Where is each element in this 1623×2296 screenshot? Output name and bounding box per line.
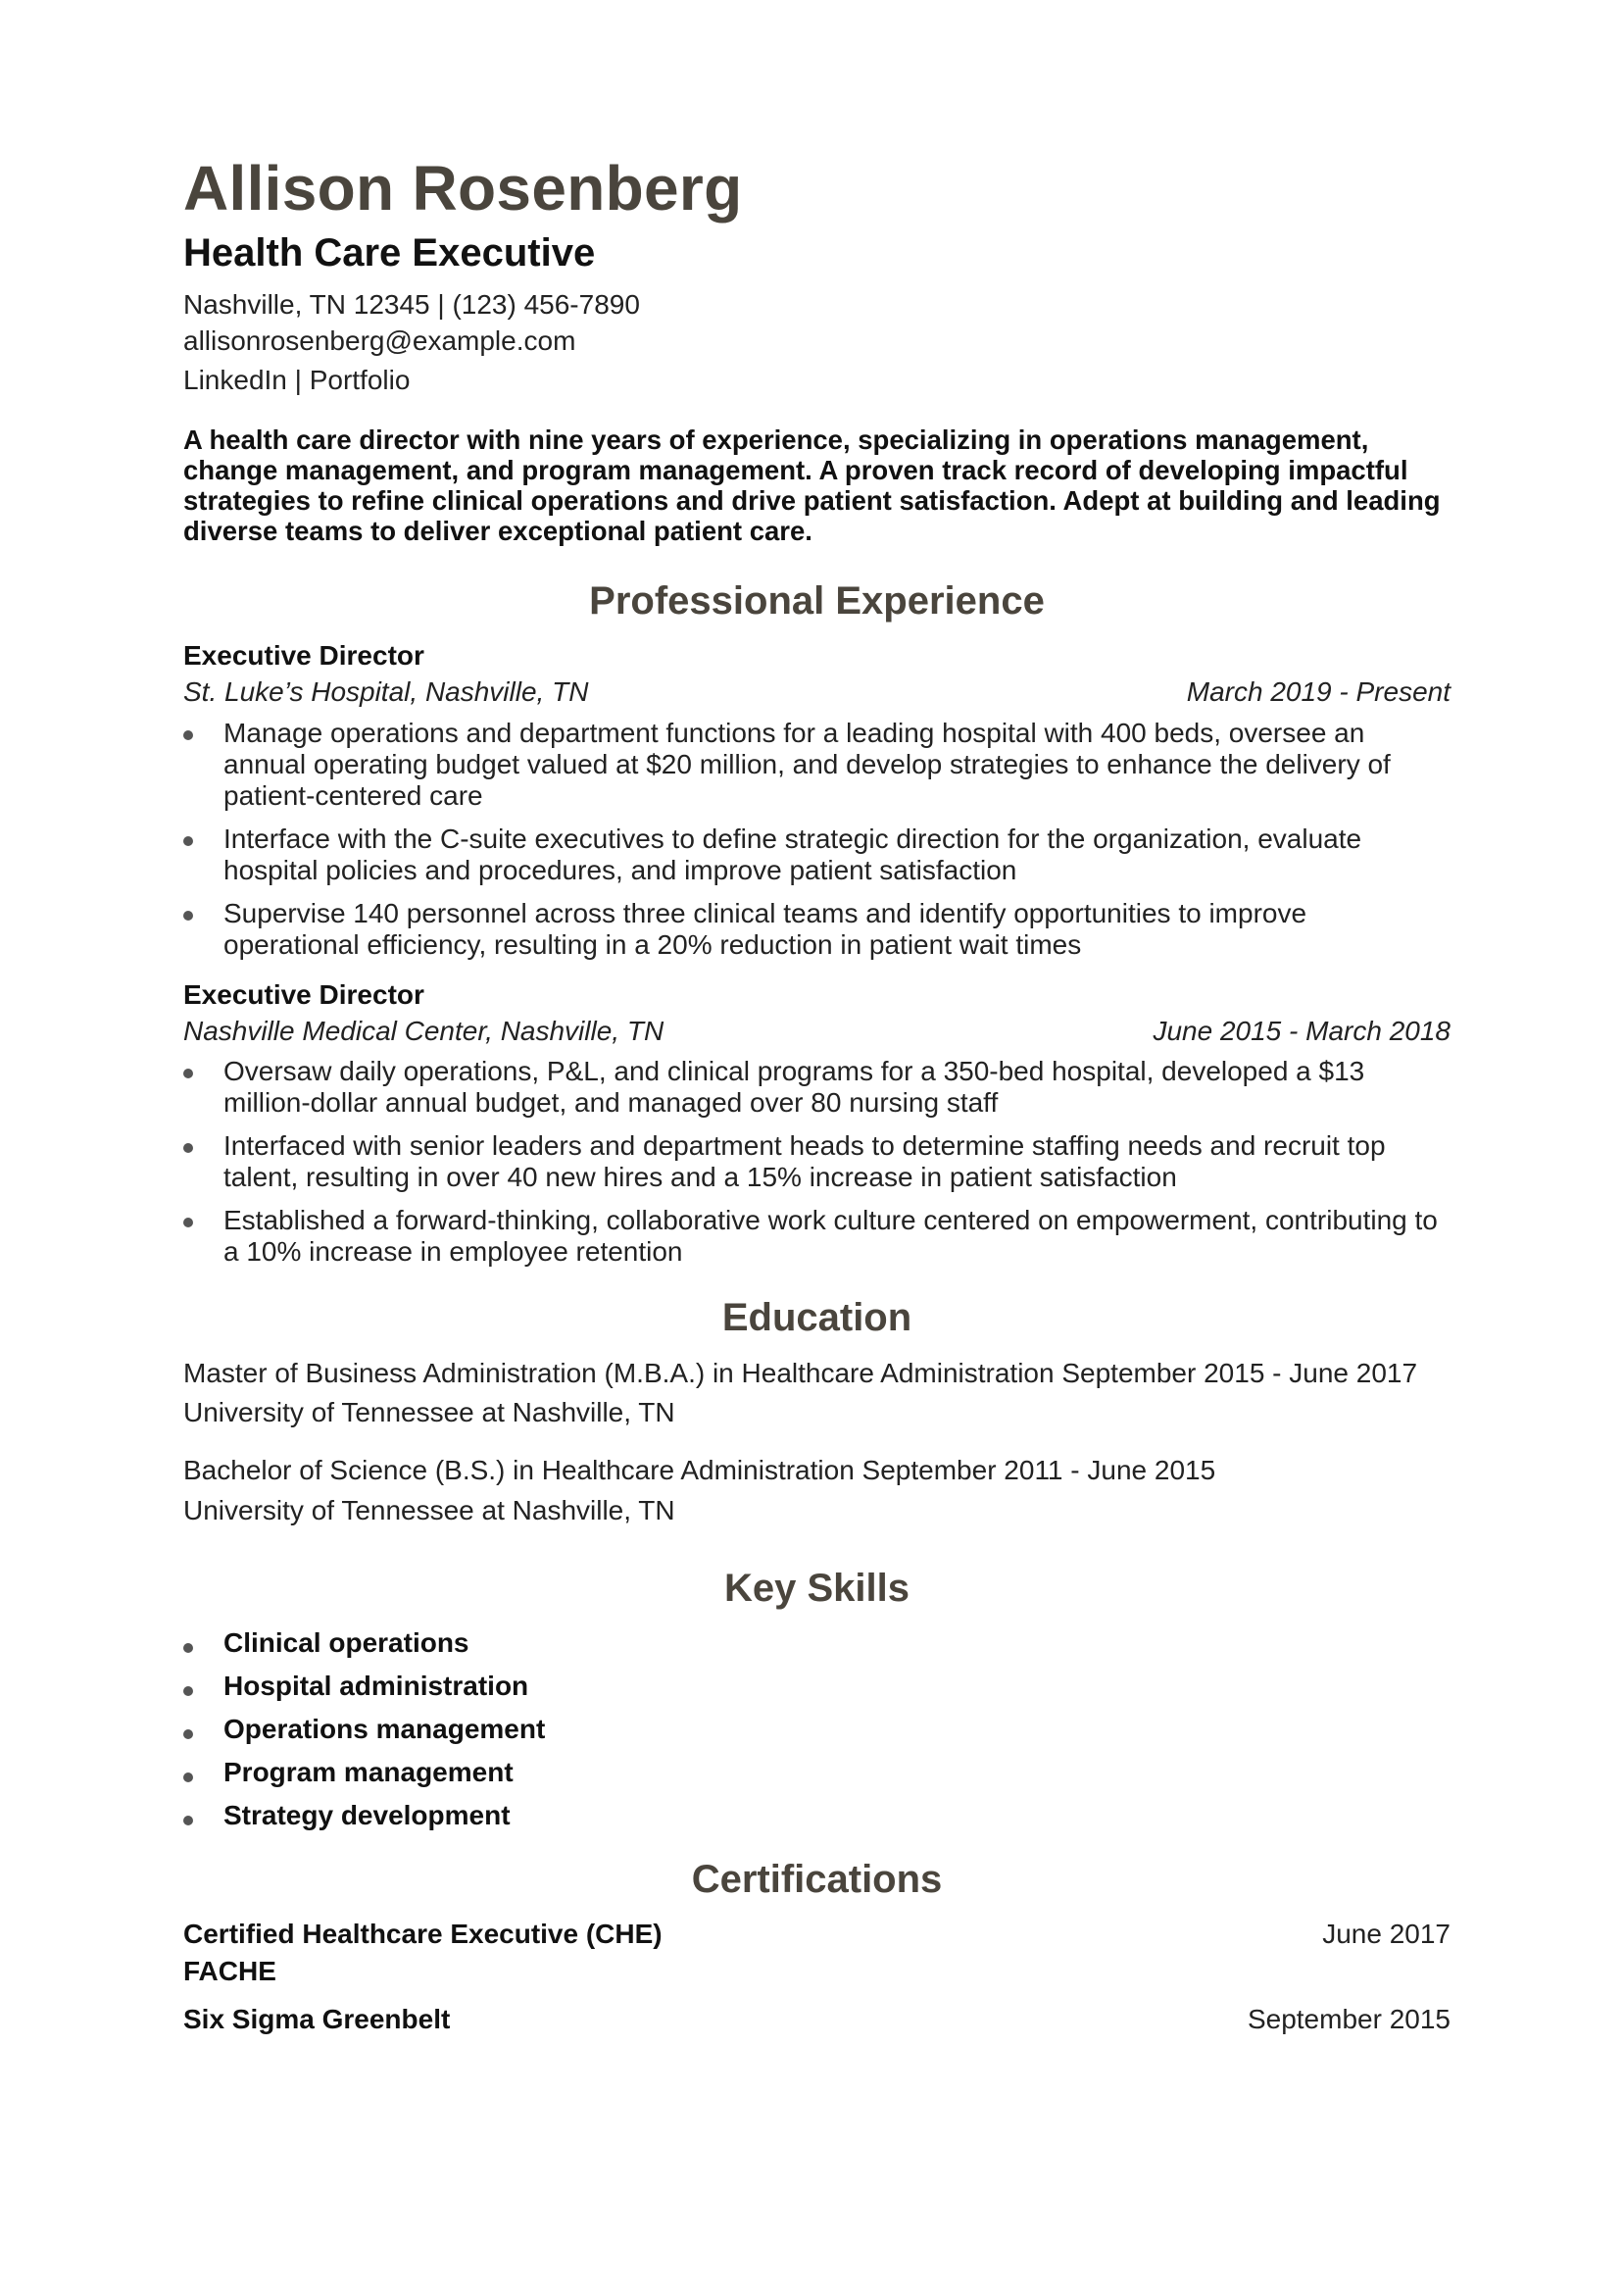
section-heading-skills: Key Skills [723, 1567, 910, 1610]
candidate-name: Allison Rosenberg [183, 153, 743, 224]
bullet-text: Interface with the C-suite executives to define strategic direction for the organization, evaluate hospital policies and procedures, and improve patient satisfaction [223, 824, 1362, 885]
candidate-title: Health Care Executive [183, 231, 596, 275]
job-role: Executive Director [183, 979, 424, 1010]
job-organization: St. Luke’s Hospital, Nashville, TN [183, 676, 589, 707]
bullet-text: Manage operations and department functions for a leading hospital with 400 beds, oversee an annual operating budget valued at $20 million, and develop strategies to enhance the delivery of patient-centered care [223, 718, 1391, 811]
section-heading-education: Education [721, 1296, 912, 1339]
bullet-icon [183, 836, 193, 846]
job-dates: March 2019 - Present [1186, 676, 1451, 707]
job-bullet-list [183, 718, 1451, 973]
list-item [183, 1627, 545, 1671]
bullet-icon [183, 1143, 193, 1153]
certification-date: June 2017 [1322, 1919, 1451, 1949]
bullet-text: Oversaw daily operations, P&L, and clinical programs for a 350-bed hospital, developed a $13 million-dollar annual budget, and managed over 80 nursing staff [223, 1056, 1365, 1118]
skill-label: Clinical operations [223, 1627, 469, 1658]
education-degree: Bachelor of Science (B.S.) in Healthcare Administration September 2011 - June 2015 [183, 1455, 1216, 1485]
bullet-icon [183, 1816, 193, 1825]
bullet-text: Interfaced with senior leaders and department heads to determine staffing needs and recruit top talent, resulting in over 40 new hires and a 15% increase in patient satisfaction [223, 1130, 1386, 1192]
contact-links: LinkedIn | Portfolio [183, 365, 411, 395]
bullet-icon [183, 1772, 193, 1782]
list-item [183, 1800, 545, 1843]
bullet-text: Established a forward-thinking, collaborative work culture centered on empowerment, contributing to a 10% increase in employee retention [223, 1205, 1438, 1267]
certification-row [183, 1958, 1451, 1985]
job-org-line [183, 1018, 1451, 1045]
certification-row [183, 2006, 1451, 2033]
bullet-icon [183, 1686, 193, 1696]
list-item [183, 718, 1451, 812]
skill-label: Program management [223, 1757, 514, 1787]
bullet-icon [183, 1069, 193, 1078]
job-bullet-list [183, 1056, 1451, 1279]
contact-email: allisonrosenberg@example.com [183, 325, 576, 356]
skill-label: Hospital administration [223, 1671, 529, 1701]
certification-name: FACHE [183, 1956, 276, 1986]
education-degree: Master of Business Administration (M.B.A.) in Healthcare Administration September 2015 - June 2017 [183, 1358, 1418, 1388]
list-item [183, 1757, 545, 1800]
bullet-icon [183, 911, 193, 921]
certification-row [183, 1921, 1451, 1948]
bullet-text: Supervise 140 personnel across three clinical teams and identify opportunities to improve operational efficiency, resulting in a 20% reduction in patient wait times [223, 898, 1307, 960]
job-organization: Nashville Medical Center, Nashville, TN [183, 1016, 664, 1046]
list-item [183, 1130, 1451, 1193]
skills-list [183, 1627, 545, 1843]
list-item [183, 1714, 545, 1757]
job-dates: June 2015 - March 2018 [1153, 1016, 1451, 1046]
professional-summary: A health care director with nine years of experience, specializing in operations management, change management, and program management. A proven track record of developing impactful strategies to refine clinical operations and drive patient satisfaction. Adept at building and leading diverse teams to deliver exceptional patient care. [183, 424, 1441, 546]
bullet-icon [183, 1218, 193, 1227]
bullet-icon [183, 730, 193, 740]
contact-location-phone: Nashville, TN 12345 | (123) 456-7890 [183, 289, 640, 320]
certification-name: Six Sigma Greenbelt [183, 2004, 451, 2034]
list-item [183, 898, 1451, 961]
bullet-icon [183, 1729, 193, 1739]
section-heading-certifications: Certifications [691, 1858, 943, 1901]
list-item [183, 824, 1451, 886]
certification-date: September 2015 [1247, 2004, 1451, 2034]
skill-label: Operations management [223, 1714, 546, 1744]
education-school: University of Tennessee at Nashville, TN [183, 1495, 675, 1525]
skill-label: Strategy development [223, 1800, 511, 1830]
job-role: Executive Director [183, 640, 424, 671]
job-org-line [183, 678, 1451, 706]
education-school: University of Tennessee at Nashville, TN [183, 1397, 675, 1427]
list-item [183, 1056, 1451, 1119]
section-heading-experience: Professional Experience [589, 579, 1045, 623]
list-item [183, 1205, 1451, 1268]
bullet-icon [183, 1643, 193, 1653]
list-item [183, 1671, 545, 1714]
certification-name: Certified Healthcare Executive (CHE) [183, 1919, 663, 1949]
